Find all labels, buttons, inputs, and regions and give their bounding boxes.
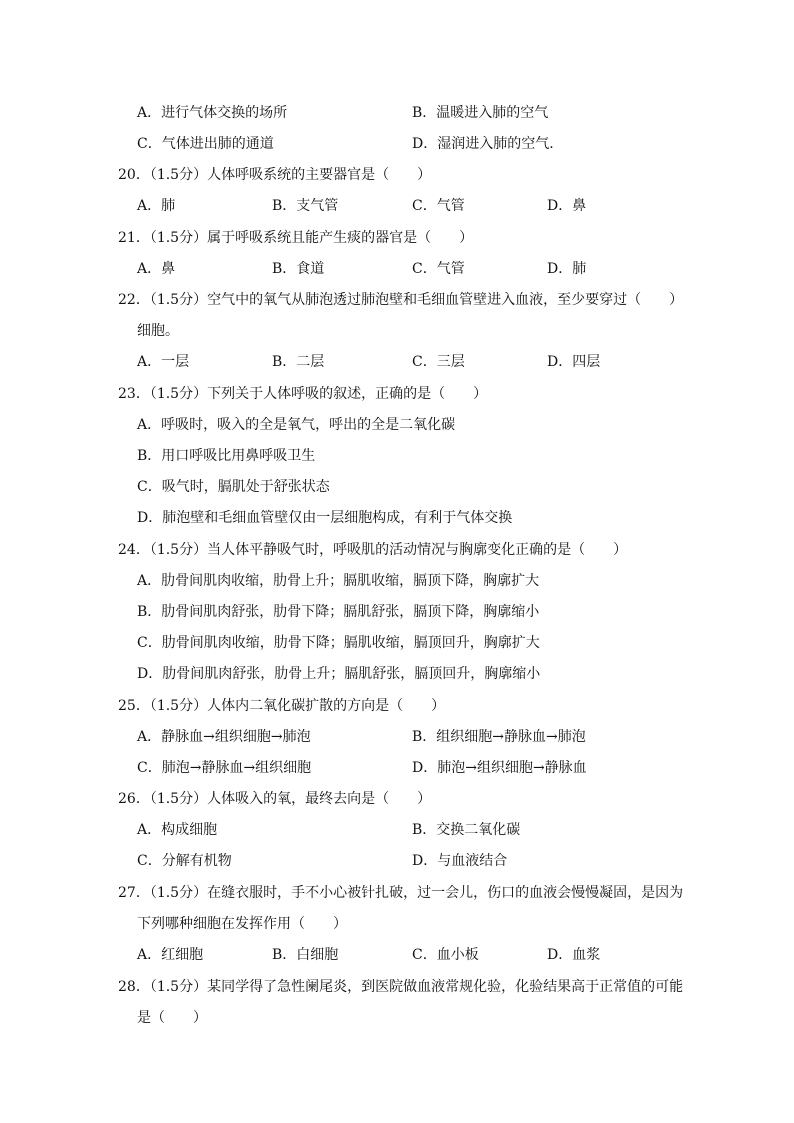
q26-option-c: C．分解有机物	[137, 853, 232, 869]
q27-stem-line2: 下列哪种细胞在发挥作用（ ）	[137, 916, 347, 932]
q22-option-d: D．四层	[547, 354, 601, 370]
q23-stem: 23．（1.5分）下列关于人体呼吸的叙述，正确的是（ ）	[118, 386, 488, 402]
q25-option-d: D．肺泡→组织细胞→静脉血	[412, 760, 587, 776]
q24-option-b: B．肋骨间肌肉舒张，肋骨下降；膈肌舒张，膈顶下降，胸廓缩小	[137, 604, 540, 620]
q19-option-c: C．气体进出肺的通道	[137, 136, 274, 152]
q23-option-c: C．吸气时，膈肌处于舒张状态	[137, 479, 330, 495]
q20-option-c: C．气管	[412, 198, 465, 214]
q21-option-b: B．食道	[272, 261, 325, 277]
q27-stem-line1: 27．（1.5分）在缝衣服时，手不小心被针扎破，过一会儿，伤口的血液会慢慢凝固，是因为	[118, 885, 684, 901]
q25-stem: 25．（1.5分）人体内二氧化碳扩散的方向是（ ）	[118, 698, 446, 714]
q26-option-b: B．交换二氧化碳	[412, 822, 521, 838]
q19-option-b: B．温暖进入肺的空气	[412, 105, 549, 121]
q25-option-b: B．组织细胞→静脉血→肺泡	[412, 729, 586, 745]
q24-option-a: A．肋骨间肌肉收缩，肋骨上升；膈肌收缩，膈顶下降，胸廓扩大	[137, 573, 540, 589]
q26-option-a: A．构成细胞	[137, 822, 218, 838]
q19-option-a: A．进行气体交换的场所	[137, 105, 288, 121]
q27-option-b: B．白细胞	[272, 947, 339, 963]
q25-option-c: C．肺泡→静脉血→组织细胞	[137, 760, 312, 776]
q26-option-d: D．与血液结合	[412, 853, 508, 869]
q20-option-a: A．肺	[137, 198, 176, 214]
q27-option-d: D．血浆	[547, 947, 601, 963]
q21-option-a: A．鼻	[137, 261, 176, 277]
q21-stem: 21．（1.5分）属于呼吸系统且能产生痰的器官是（ ）	[118, 230, 474, 246]
q22-stem-line1: 22．（1.5分）空气中的氧气从肺泡透过肺泡壁和毛细血管壁进入血液，至少要穿过（ ）	[118, 292, 684, 308]
q22-stem-line2: 细胞。	[137, 323, 179, 339]
q27-option-c: C．血小板	[412, 947, 479, 963]
q19-option-d: D．湿润进入肺的空气.	[412, 136, 554, 152]
q25-option-a: A．静脉血→组织细胞→肺泡	[137, 729, 311, 745]
q23-option-b: B．用口呼吸比用鼻呼吸卫生	[137, 448, 316, 464]
q22-option-b: B．二层	[272, 354, 325, 370]
q28-stem-line2: 是（ ）	[137, 1010, 207, 1026]
q24-option-c: C．肋骨间肌肉收缩，肋骨下降；膈肌收缩，膈顶回升，胸廓扩大	[137, 635, 540, 651]
q28-stem-line1: 28．（1.5分）某同学得了急性阑尾炎，到医院做血液常规化验，化验结果高于正常值的可能	[118, 979, 684, 995]
q21-option-d: D．肺	[547, 261, 587, 277]
q26-stem: 26．（1.5分）人体吸入的氧，最终去向是（ ）	[118, 791, 432, 807]
q20-option-b: B．支气管	[272, 198, 339, 214]
q21-option-c: C．气管	[412, 261, 465, 277]
q23-option-a: A．呼吸时，吸入的全是氧气，呼出的全是二氧化碳	[137, 417, 456, 433]
q27-option-a: A．红细胞	[137, 947, 204, 963]
q24-option-d: D．肋骨间肌肉舒张，肋骨上升；膈肌舒张，膈顶回升，胸廓缩小	[137, 666, 541, 682]
q23-option-d: D．肺泡壁和毛细血管壁仅由一层细胞构成，有利于气体交换	[137, 510, 513, 526]
q20-option-d: D．鼻	[547, 198, 587, 214]
q22-option-a: A．一层	[137, 354, 190, 370]
q24-stem: 24．（1.5分）当人体平静吸气时，呼吸肌的活动情况与胸廓变化正确的是（ ）	[118, 542, 628, 558]
q20-stem: 20．（1.5分）人体呼吸系统的主要器官是（ ）	[118, 167, 432, 183]
q22-option-c: C．三层	[412, 354, 465, 370]
